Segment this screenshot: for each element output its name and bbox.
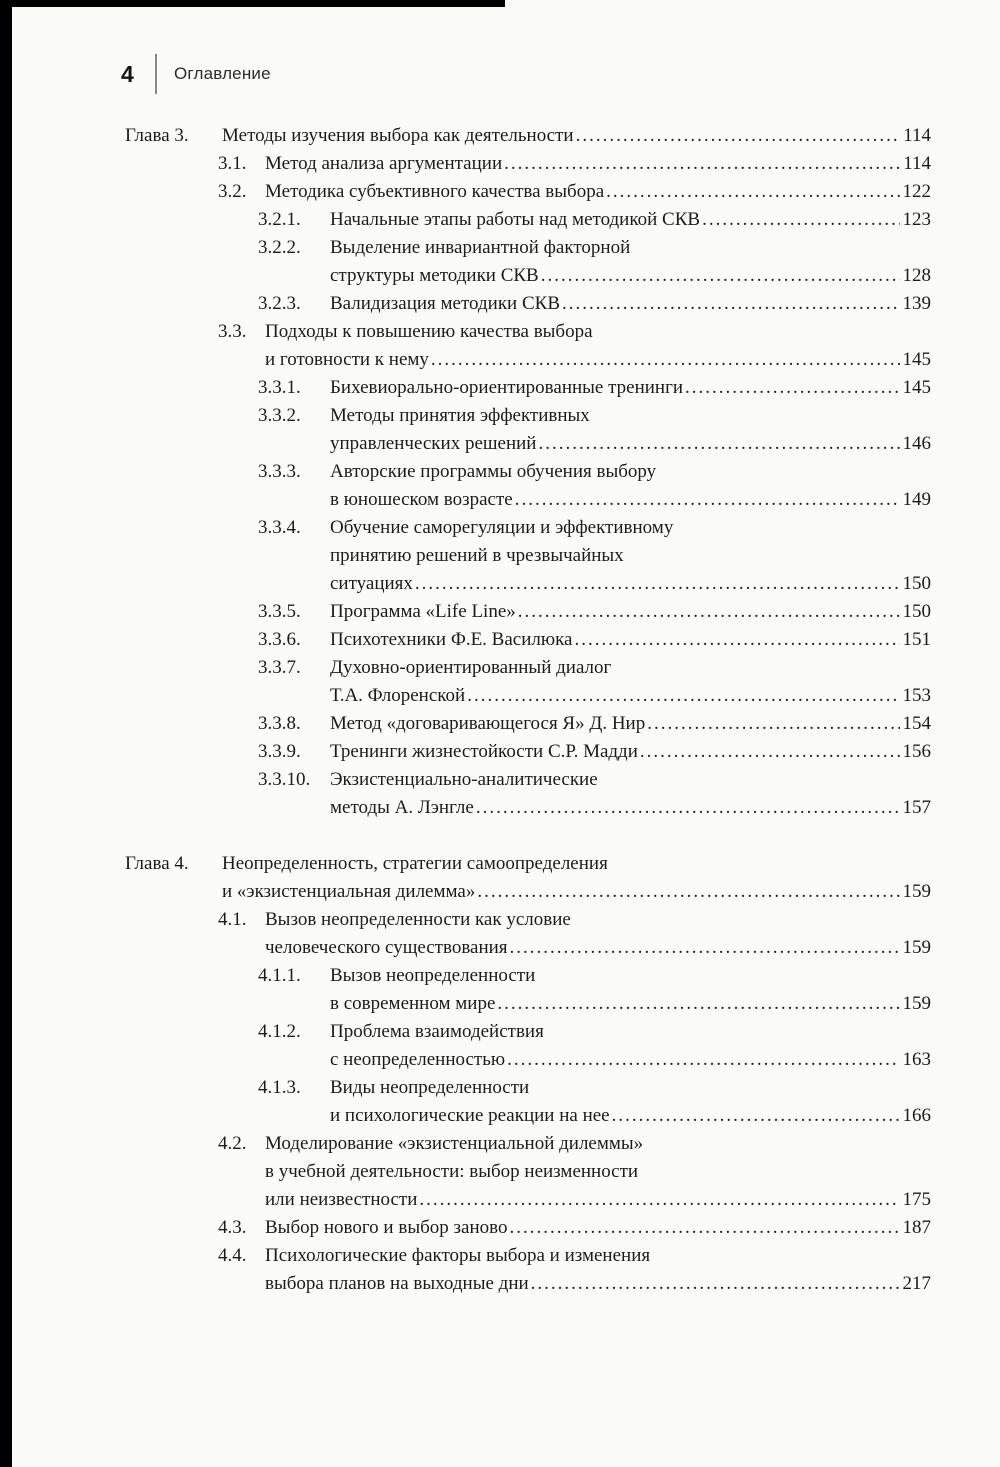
toc-entry-text: Т.А. Флоренской bbox=[330, 685, 466, 706]
toc-entry bbox=[258, 1074, 931, 1130]
toc-entry-body bbox=[222, 122, 931, 150]
dot-leader bbox=[497, 990, 899, 1018]
toc-entry-body bbox=[265, 906, 931, 962]
toc-entry-number: 3.1. bbox=[218, 153, 247, 174]
toc-entry-text-line: Экзистенциально-аналитические bbox=[330, 769, 598, 790]
toc-list bbox=[125, 122, 931, 1298]
toc-entry-text: ситуациях bbox=[330, 573, 413, 594]
toc-entry bbox=[258, 234, 931, 290]
toc-entry-page: 163 bbox=[902, 1049, 931, 1070]
toc-entry-last-line bbox=[222, 878, 931, 906]
toc-entry-body bbox=[265, 1242, 931, 1298]
toc-entry-page: 150 bbox=[902, 573, 931, 594]
toc-entry-text: Тренинги жизнестойкости С.Р. Мадди bbox=[330, 741, 638, 762]
toc-entry-page: 166 bbox=[902, 1105, 931, 1126]
toc-entry-number: 4.1.2. bbox=[258, 1021, 301, 1042]
toc-entry-page: 149 bbox=[902, 489, 931, 510]
toc-entry-body bbox=[330, 598, 931, 626]
toc-entry-last-line bbox=[265, 178, 931, 206]
dot-leader bbox=[504, 150, 900, 178]
toc-entry-last-line bbox=[265, 346, 931, 374]
toc-entry bbox=[258, 598, 931, 626]
toc-entry bbox=[258, 962, 931, 1018]
toc-entry-number: 4.1.1. bbox=[258, 965, 301, 986]
dot-leader bbox=[415, 570, 900, 598]
toc-entry-page: 150 bbox=[902, 601, 931, 622]
dot-leader bbox=[640, 738, 900, 766]
toc-entry-text-line: Вызов неопределенности как условие bbox=[265, 909, 571, 930]
toc-entry-text-line: Моделирование «экзистенциальной дилеммы» bbox=[265, 1133, 644, 1154]
toc-entry-text: и психологические реакции на нее bbox=[330, 1105, 610, 1126]
toc-entry-last-line bbox=[330, 486, 931, 514]
toc-entry-number: 4.1. bbox=[218, 909, 247, 930]
dot-leader bbox=[702, 206, 899, 234]
toc-entry bbox=[258, 1018, 931, 1074]
toc-entry-number: 3.3.5. bbox=[258, 601, 301, 622]
toc-entry-text: с неопределенностью bbox=[330, 1049, 506, 1070]
toc-entry-number: 3.3.1. bbox=[258, 377, 301, 398]
toc-entry-number: 3.2.2. bbox=[258, 237, 301, 258]
toc-entry bbox=[218, 150, 931, 178]
toc-entry-body bbox=[265, 150, 931, 178]
toc-entry-body bbox=[222, 850, 931, 906]
header-divider bbox=[155, 54, 157, 94]
toc-entry bbox=[218, 1130, 931, 1214]
toc-entry-page: 139 bbox=[902, 293, 931, 314]
dot-leader bbox=[576, 122, 901, 150]
toc-entry-text: Начальные этапы работы над методикой СКВ bbox=[330, 209, 701, 230]
toc-entry-page: 157 bbox=[902, 797, 931, 818]
toc-entry-body bbox=[330, 514, 931, 598]
toc-entry-text: Выбор нового и выбор заново bbox=[265, 1217, 508, 1238]
toc-entry bbox=[218, 1214, 931, 1242]
toc-entry-page: 123 bbox=[902, 209, 931, 230]
dot-leader bbox=[531, 1270, 900, 1298]
toc-entry-text: Метод анализа аргументации bbox=[265, 153, 503, 174]
toc-entry-number: 3.3.4. bbox=[258, 517, 301, 538]
toc-entry-text: выбора планов на выходные дни bbox=[265, 1273, 529, 1294]
toc-entry-text-line: в учебной деятельности: выбор неизменности bbox=[265, 1161, 639, 1182]
toc-entry-text: Методы изучения выбора как деятельности bbox=[222, 125, 574, 146]
dot-leader bbox=[574, 626, 899, 654]
toc-entry bbox=[258, 766, 931, 822]
toc-entry-number: Глава 3. bbox=[125, 125, 189, 146]
toc-entry-last-line bbox=[222, 122, 931, 150]
toc-entry-number: 3.2. bbox=[218, 181, 247, 202]
toc-entry-body bbox=[330, 402, 931, 458]
dot-leader bbox=[467, 682, 899, 710]
toc-entry-body bbox=[330, 458, 931, 514]
toc-entry bbox=[258, 738, 931, 766]
toc-entry-number: 3.3. bbox=[218, 321, 247, 342]
toc-entry-page: 122 bbox=[902, 181, 931, 202]
dot-leader bbox=[476, 794, 900, 822]
toc-entry-page: 153 bbox=[902, 685, 931, 706]
dot-leader bbox=[612, 1102, 900, 1130]
toc-entry-text: и «экзистенциальная дилемма» bbox=[222, 881, 476, 902]
dot-leader bbox=[477, 878, 899, 906]
toc-entry bbox=[258, 402, 931, 458]
toc-entry-number: Глава 4. bbox=[125, 853, 189, 874]
toc-entry bbox=[258, 654, 931, 710]
toc-entry-body bbox=[265, 1214, 931, 1242]
toc-entry-text: в современном мире bbox=[330, 993, 496, 1014]
running-title: Оглавление bbox=[174, 64, 271, 83]
toc-entry-body bbox=[330, 1074, 931, 1130]
toc-entry-last-line bbox=[330, 710, 931, 738]
toc-entry-text-line: Подходы к повышению качества выбора bbox=[265, 321, 593, 342]
toc-entry-text-line: принятию решений в чрезвычайных bbox=[330, 545, 624, 566]
toc-entry-number: 3.3.8. bbox=[258, 713, 301, 734]
toc-entry-page: 156 bbox=[902, 741, 931, 762]
toc-entry-page: 159 bbox=[902, 881, 931, 902]
toc-entry bbox=[258, 458, 931, 514]
toc-entry-last-line bbox=[330, 374, 931, 402]
toc-entry-page: 159 bbox=[902, 993, 931, 1014]
toc-entry-body bbox=[330, 766, 931, 822]
dot-leader bbox=[538, 430, 899, 458]
toc-entry-text-line: Проблема взаимодействия bbox=[330, 1021, 544, 1042]
toc-entry bbox=[258, 626, 931, 654]
toc-entry-number: 3.2.3. bbox=[258, 293, 301, 314]
toc-entry-body bbox=[330, 290, 931, 318]
toc-entry-text-line: Методы принятия эффективных bbox=[330, 405, 590, 426]
toc-entry-last-line bbox=[330, 794, 931, 822]
toc-entry-number: 4.2. bbox=[218, 1133, 247, 1154]
dot-leader bbox=[647, 710, 899, 738]
toc-entry bbox=[218, 906, 931, 962]
toc-entry-number: 3.3.7. bbox=[258, 657, 301, 678]
toc-entry-last-line bbox=[330, 598, 931, 626]
toc-entry-text: человеческого существования bbox=[265, 937, 508, 958]
toc-entry-body bbox=[330, 374, 931, 402]
toc-entry-last-line bbox=[330, 430, 931, 458]
dot-leader bbox=[419, 1186, 899, 1214]
toc-entry-text-line: Авторские программы обучения выбору bbox=[330, 461, 657, 482]
toc-entry-last-line bbox=[265, 150, 931, 178]
toc-entry bbox=[258, 514, 931, 598]
toc-entry-body bbox=[330, 1018, 931, 1074]
toc-entry-text-line: Виды неопределенности bbox=[330, 1077, 530, 1098]
toc-entry-text-line: Духовно-ориентированный диалог bbox=[330, 657, 612, 678]
toc-entry-text: в юношеском возрасте bbox=[330, 489, 513, 510]
dot-leader bbox=[510, 934, 900, 962]
toc-entry-last-line bbox=[330, 990, 931, 1018]
toc-entry-number: 4.1.3. bbox=[258, 1077, 301, 1098]
toc-entry-body bbox=[265, 318, 931, 374]
toc-entry bbox=[258, 374, 931, 402]
toc-entry-last-line bbox=[330, 682, 931, 710]
toc-entry-page: 187 bbox=[902, 1217, 931, 1238]
toc-entry-page: 175 bbox=[902, 1189, 931, 1210]
toc-entry-text: Валидизация методики СКВ bbox=[330, 293, 560, 314]
toc-entry-text: Метод «договаривающегося Я» Д. Нир bbox=[330, 713, 646, 734]
toc-entry-last-line bbox=[265, 1270, 931, 1298]
toc-entry-text: Психотехники Ф.Е. Василюка bbox=[330, 629, 573, 650]
toc-entry-last-line bbox=[330, 626, 931, 654]
toc-entry-page: 151 bbox=[902, 629, 931, 650]
toc-entry-body bbox=[330, 654, 931, 710]
toc-entry-last-line bbox=[330, 290, 931, 318]
toc-entry-body bbox=[265, 1130, 931, 1214]
dot-leader bbox=[515, 486, 900, 514]
toc-entry-last-line bbox=[330, 206, 931, 234]
toc-entry-text-line: Вызов неопределенности bbox=[330, 965, 536, 986]
toc-entry-number: 3.3.10. bbox=[258, 769, 311, 790]
toc-entry-body bbox=[330, 206, 931, 234]
toc-entry-text: Программа «Life Line» bbox=[330, 601, 516, 622]
toc-entry-text-line: Неопределенность, стратегии самоопределения bbox=[222, 853, 608, 874]
toc-entry-page: 159 bbox=[902, 937, 931, 958]
toc-entry-number: 3.3.6. bbox=[258, 629, 301, 650]
toc-entry bbox=[218, 318, 931, 374]
toc-entry-body bbox=[330, 234, 931, 290]
toc-entry bbox=[258, 290, 931, 318]
running-head bbox=[121, 54, 271, 94]
toc-entry bbox=[218, 178, 931, 206]
toc-entry-text: Методика субъективного качества выбора bbox=[265, 181, 605, 202]
scan-edge-top bbox=[0, 0, 505, 7]
toc-entry-number: 3.3.2. bbox=[258, 405, 301, 426]
toc-entry bbox=[125, 850, 931, 906]
toc-entry-last-line bbox=[265, 1214, 931, 1242]
toc-entry-body bbox=[330, 738, 931, 766]
toc-entry-text: и готовности к нему bbox=[265, 349, 429, 370]
toc-entry-text-line: Выделение инвариантной факторной bbox=[330, 237, 631, 258]
toc-entry-page: 154 bbox=[902, 713, 931, 734]
toc-entry-number: 3.2.1. bbox=[258, 209, 301, 230]
toc-entry-last-line bbox=[330, 1046, 931, 1074]
toc-entry-number: 3.3.9. bbox=[258, 741, 301, 762]
scan-edge-left bbox=[0, 0, 12, 1467]
toc-entry-number: 4.3. bbox=[218, 1217, 247, 1238]
dot-leader bbox=[606, 178, 899, 206]
toc-entry-page: 114 bbox=[903, 153, 931, 174]
dot-leader bbox=[507, 1046, 899, 1074]
toc-entry-text: Бихевиорально-ориентированные тренинги bbox=[330, 377, 684, 398]
toc-entry bbox=[258, 206, 931, 234]
toc-entry-last-line bbox=[330, 570, 931, 598]
toc-entry-body bbox=[330, 710, 931, 738]
toc-entry-last-line bbox=[265, 934, 931, 962]
toc-entry-page: 145 bbox=[902, 377, 931, 398]
toc-entry-page: 217 bbox=[902, 1273, 931, 1294]
toc-entry bbox=[218, 1242, 931, 1298]
toc-entry-number: 4.4. bbox=[218, 1245, 247, 1266]
toc-entry bbox=[258, 710, 931, 738]
toc-entry-page: 114 bbox=[903, 125, 931, 146]
dot-leader bbox=[431, 346, 900, 374]
toc-entry-body bbox=[330, 626, 931, 654]
toc-entry-last-line bbox=[330, 262, 931, 290]
toc-entry-text: структуры методики СКВ bbox=[330, 265, 539, 286]
toc-entry-page: 146 bbox=[902, 433, 931, 454]
page-number: 4 bbox=[121, 60, 134, 87]
toc-entry-text: управленческих решений bbox=[330, 433, 537, 454]
toc-entry bbox=[125, 122, 931, 150]
toc-entry-text-line: Обучение саморегуляции и эффективному bbox=[330, 517, 674, 538]
toc-entry-page: 128 bbox=[902, 265, 931, 286]
dot-leader bbox=[541, 262, 900, 290]
dot-leader bbox=[562, 290, 900, 318]
toc-entry-last-line bbox=[265, 1186, 931, 1214]
toc-entry-last-line bbox=[330, 738, 931, 766]
toc-entry-page: 145 bbox=[902, 349, 931, 370]
toc-entry-text: методы А. Лэнгле bbox=[330, 797, 474, 818]
dot-leader bbox=[685, 374, 899, 402]
dot-leader bbox=[509, 1214, 899, 1242]
toc-entry-body bbox=[265, 178, 931, 206]
toc-entry-number: 3.3.3. bbox=[258, 461, 301, 482]
toc-entry-last-line bbox=[330, 1102, 931, 1130]
dot-leader bbox=[518, 598, 900, 626]
toc-entry-body bbox=[330, 962, 931, 1018]
toc-entry-text-line: Психологические факторы выбора и изменения bbox=[265, 1245, 651, 1266]
toc-entry-text: или неизвестности bbox=[265, 1189, 418, 1210]
